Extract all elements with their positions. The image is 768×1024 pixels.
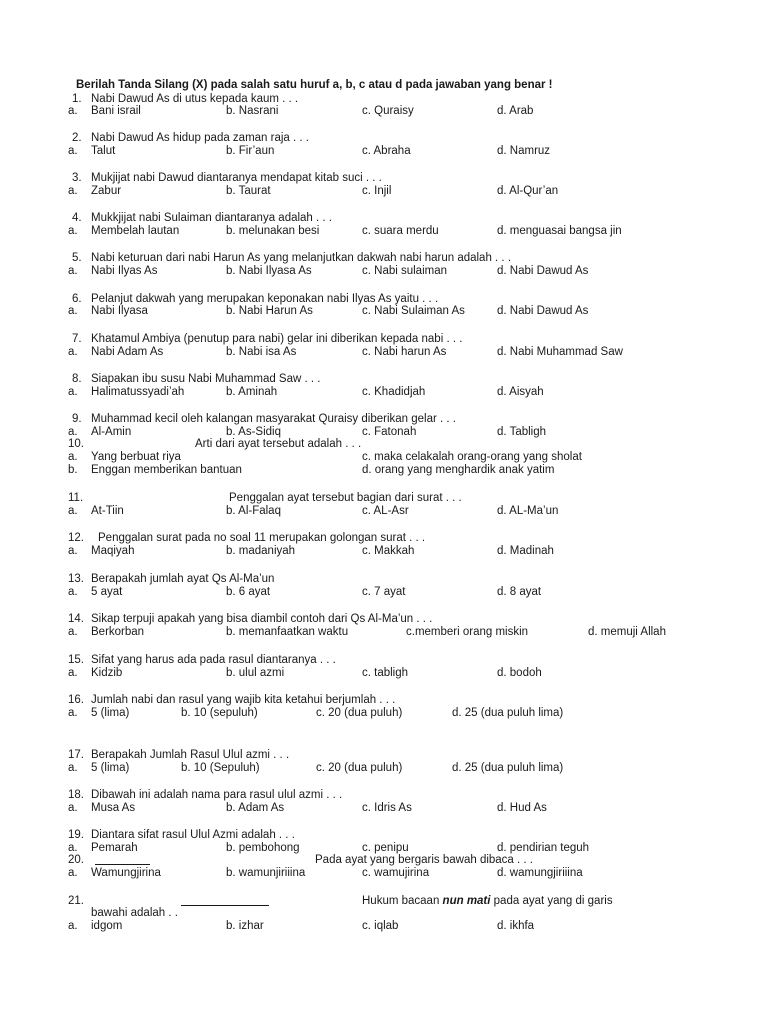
option-d: d. Aisyah <box>497 386 544 398</box>
option-a: Al-Amin <box>91 426 132 438</box>
option-c: c. wamujirina <box>362 867 430 879</box>
option-c: c. penipu <box>362 842 409 854</box>
option-d: d. orang yang menghardik anak yatim <box>362 464 555 476</box>
question-number: 21. <box>68 895 84 907</box>
option-d: d. menguasai bangsa jin <box>497 225 622 237</box>
option-b: b. 10 (Sepuluh) <box>181 762 260 774</box>
question-text: Muhammad kecil oleh kalangan masyarakat Quraisy diberikan gelar . . . <box>91 413 456 425</box>
option-c: c. tabligh <box>362 667 409 679</box>
option-c: c. suara merdu <box>362 225 439 237</box>
option-a-label: a. <box>68 667 78 679</box>
question-text-part: Hukum bacaan <box>362 895 443 907</box>
option-b: b. Taurat <box>226 185 271 197</box>
option-d: d. Hud As <box>497 802 547 814</box>
option-c: c. 7 ayat <box>362 586 406 598</box>
answer-blank <box>181 905 269 906</box>
option-a: idgom <box>91 920 123 932</box>
option-a-label: a. <box>68 802 78 814</box>
question-text: Berapakah jumlah ayat Qs Al-Ma’un <box>91 573 275 585</box>
option-a-label: a. <box>68 145 78 157</box>
question-number: 11. <box>68 492 84 504</box>
question-text: Nabi Dawud As hidup pada zaman raja . . . <box>91 132 309 144</box>
option-c: c. AL-Asr <box>362 505 409 517</box>
option-d: d. 8 ayat <box>497 586 542 598</box>
question-number: 10. <box>68 438 84 450</box>
option-a-label: a. <box>68 105 78 117</box>
question-number: 6. <box>72 293 82 305</box>
question-number: 20. <box>68 854 84 866</box>
option-d: d. Nabi Dawud As <box>497 305 589 317</box>
question-text: Sikap terpuji apakah yang bisa diambil contoh dari Qs Al-Ma’un . . . <box>91 613 433 625</box>
option-c: c.memberi orang miskin <box>406 626 529 638</box>
option-a: Nabi Ilyasa <box>91 305 148 317</box>
question-text: Berapakah Jumlah Rasul Ulul azmi . . . <box>91 749 290 761</box>
option-a-label: a. <box>68 346 78 358</box>
option-a: Kidzib <box>91 667 123 679</box>
question-text <box>362 894 613 908</box>
question-text: Dibawah ini adalah nama para rasul ulul azmi . . . <box>91 789 343 801</box>
option-a-label: a. <box>68 842 78 854</box>
option-c: c. Quraisy <box>362 105 414 117</box>
option-b: b. melunakan besi <box>226 225 320 237</box>
option-c: c. Nabi Sulaiman As <box>362 305 465 317</box>
option-b: b. Al-Falaq <box>226 505 281 517</box>
option-d: d. Namruz <box>497 145 551 157</box>
question-number: 17. <box>68 749 84 761</box>
question-number: 2. <box>72 132 82 144</box>
option-b: b. Nabi Ilyasa As <box>226 265 312 277</box>
question-number: 5. <box>72 252 82 264</box>
option-a-label: a. <box>68 185 78 197</box>
question-number: 16. <box>68 694 84 706</box>
option-d: d. Nabi Muhammad Saw <box>497 346 623 358</box>
option-c: c. Makkah <box>362 545 415 557</box>
question-text: Diantara sifat rasul Ulul Azmi adalah . . . <box>91 829 295 841</box>
question-text: Siapakan ibu susu Nabi Muhammad Saw . . . <box>91 373 321 385</box>
option-b: b. ulul azmi <box>226 667 285 679</box>
option-b: b. As-Sidiq <box>226 426 281 438</box>
option-b: b. 6 ayat <box>226 586 271 598</box>
option-a: Musa As <box>91 802 136 814</box>
option-d: d. Madinah <box>497 545 554 557</box>
option-a-label: a. <box>68 920 78 932</box>
option-c: c. iqlab <box>362 920 399 932</box>
option-c: c. Khadidjah <box>362 386 426 398</box>
option-c: c. Abraha <box>362 145 411 157</box>
option-a: At-Tiin <box>91 505 124 517</box>
option-b: b. Nasrani <box>226 105 279 117</box>
option-c: c. Nabi sulaiman <box>362 265 448 277</box>
option-a: Halimatussyadi’ah <box>91 386 185 398</box>
option-d: d. ikhfa <box>497 920 535 932</box>
question-text-part: pada ayat yang di garis <box>490 895 613 907</box>
option-a-label: a. <box>68 225 78 237</box>
option-c: c. Nabi harun As <box>362 346 447 358</box>
option-c: c. Fatonah <box>362 426 417 438</box>
question-text: Nabi keturuan dari nabi Harun As yang melanjutkan dakwah nabi harun adalah . . . <box>91 252 512 264</box>
question-text: Sifat yang harus ada pada rasul diantaranya . . . <box>91 654 336 666</box>
option-b: b. pembohong <box>226 842 300 854</box>
option-a: Talut <box>91 145 116 157</box>
option-a-label: a. <box>68 707 78 719</box>
option-b-label: b. <box>68 464 78 476</box>
answer-blank <box>95 864 150 865</box>
option-c: c. Injil <box>362 185 392 197</box>
option-b: b. Aminah <box>226 386 278 398</box>
option-d: d. pendirian teguh <box>497 842 590 854</box>
option-c: c. maka celakalah orang-orang yang sholat <box>362 451 582 463</box>
question-text-continued: bawahi adalah . . <box>91 907 178 919</box>
option-d: d. Nabi Dawud As <box>497 265 589 277</box>
option-a: Nabi Adam As <box>91 346 164 358</box>
option-a: Yang berbuat riya <box>91 451 181 463</box>
option-a-label: a. <box>68 762 78 774</box>
question-text: Pada ayat yang bergaris bawah dibaca . . . <box>315 854 534 866</box>
question-number: 14. <box>68 613 84 625</box>
option-b: b. izhar <box>226 920 264 932</box>
option-d: d. memuji Allah <box>588 626 666 638</box>
question-text: Jumlah nabi dan rasul yang wajib kita ketahui berjumlah . . . <box>91 694 396 706</box>
option-a-label: a. <box>68 451 78 463</box>
option-a: Pemarah <box>91 842 138 854</box>
question-text: Mukkjijat nabi Sulaiman diantaranya adalah . . . <box>91 212 333 224</box>
option-a: Wamungjirina <box>91 867 161 879</box>
option-b: Enggan memberikan bantuan <box>91 464 242 476</box>
option-a-label: a. <box>68 867 78 879</box>
option-a-label: a. <box>68 305 78 317</box>
question-text: Nabi Dawud As di utus kepada kaum . . . <box>91 93 299 105</box>
option-b: b. Nabi Harun As <box>226 305 313 317</box>
option-a: Berkorban <box>91 626 145 638</box>
option-c: c. Idris As <box>362 802 412 814</box>
question-text: Penggalan ayat tersebut bagian dari surat . . . <box>229 492 462 504</box>
option-b: b. Fir’aun <box>226 145 275 157</box>
question-number: 18. <box>68 789 84 801</box>
question-text: Penggalan surat pada no soal 11 merupakan golongan surat . . . <box>98 532 426 544</box>
option-d: d. Arab <box>497 105 534 117</box>
question-number: 12. <box>68 532 84 544</box>
option-d: d. wamungjiriiina <box>497 867 583 879</box>
option-a-label: a. <box>68 586 78 598</box>
option-a: 5 ayat <box>91 586 123 598</box>
option-b: b. madaniyah <box>226 545 296 557</box>
option-b: b. wamunjiriiina <box>226 867 306 879</box>
option-a-label: a. <box>68 426 78 438</box>
option-c: c. 20 (dua puluh) <box>316 762 403 774</box>
question-text: Arti dari ayat tersebut adalah . . . <box>195 438 362 450</box>
option-a: Maqiyah <box>91 545 135 557</box>
question-number: 8. <box>72 373 82 385</box>
question-number: 7. <box>72 333 82 345</box>
option-b: b. Adam As <box>226 802 285 814</box>
question-number: 3. <box>72 172 82 184</box>
option-a-label: a. <box>68 626 78 638</box>
option-a: Bani israil <box>91 105 141 117</box>
question-text: Khatamul Ambiya (penutup para nabi) gelar ini diberikan kepada nabi . . . <box>91 333 463 345</box>
option-a-label: a. <box>68 505 78 517</box>
option-d: d. AL-Ma’un <box>497 505 559 517</box>
option-b: b. memanfaatkan waktu <box>226 626 349 638</box>
option-a-label: a. <box>68 265 78 277</box>
option-d: d. Tabligh <box>497 426 547 438</box>
option-b: b. 10 (sepuluh) <box>181 707 258 719</box>
option-d: d. 25 (dua puluh lima) <box>452 707 564 719</box>
question-number: 15. <box>68 654 84 666</box>
option-d: d. bodoh <box>497 667 542 679</box>
option-a: Membelah lautan <box>91 225 180 237</box>
option-a-label: a. <box>68 386 78 398</box>
question-number: 4. <box>72 212 82 224</box>
question-text-emphasis: nun mati <box>442 895 491 907</box>
question-number: 1. <box>72 93 82 105</box>
option-a: Nabi Ilyas As <box>91 265 158 277</box>
option-a: 5 (lima) <box>91 762 130 774</box>
instruction: Berilah Tanda Silang (X) pada salah satu huruf a, b, c atau d pada jawaban yang benar ! <box>76 79 553 91</box>
question-number: 19. <box>68 829 84 841</box>
option-a: Zabur <box>91 185 122 197</box>
option-b: b. Nabi isa As <box>226 346 297 358</box>
question-text: Pelanjut dakwah yang merupakan keponakan nabi Ilyas As yaitu . . . <box>91 293 439 305</box>
option-d: d. Al-Qur’an <box>497 185 559 197</box>
option-a: 5 (lima) <box>91 707 130 719</box>
option-d: d. 25 (dua puluh lima) <box>452 762 564 774</box>
option-a-label: a. <box>68 545 78 557</box>
question-number: 13. <box>68 573 84 585</box>
question-number: 9. <box>72 413 82 425</box>
option-c: c. 20 (dua puluh) <box>316 707 403 719</box>
question-text: Mukjijat nabi Dawud diantaranya mendapat kitab suci . . . <box>91 172 382 184</box>
